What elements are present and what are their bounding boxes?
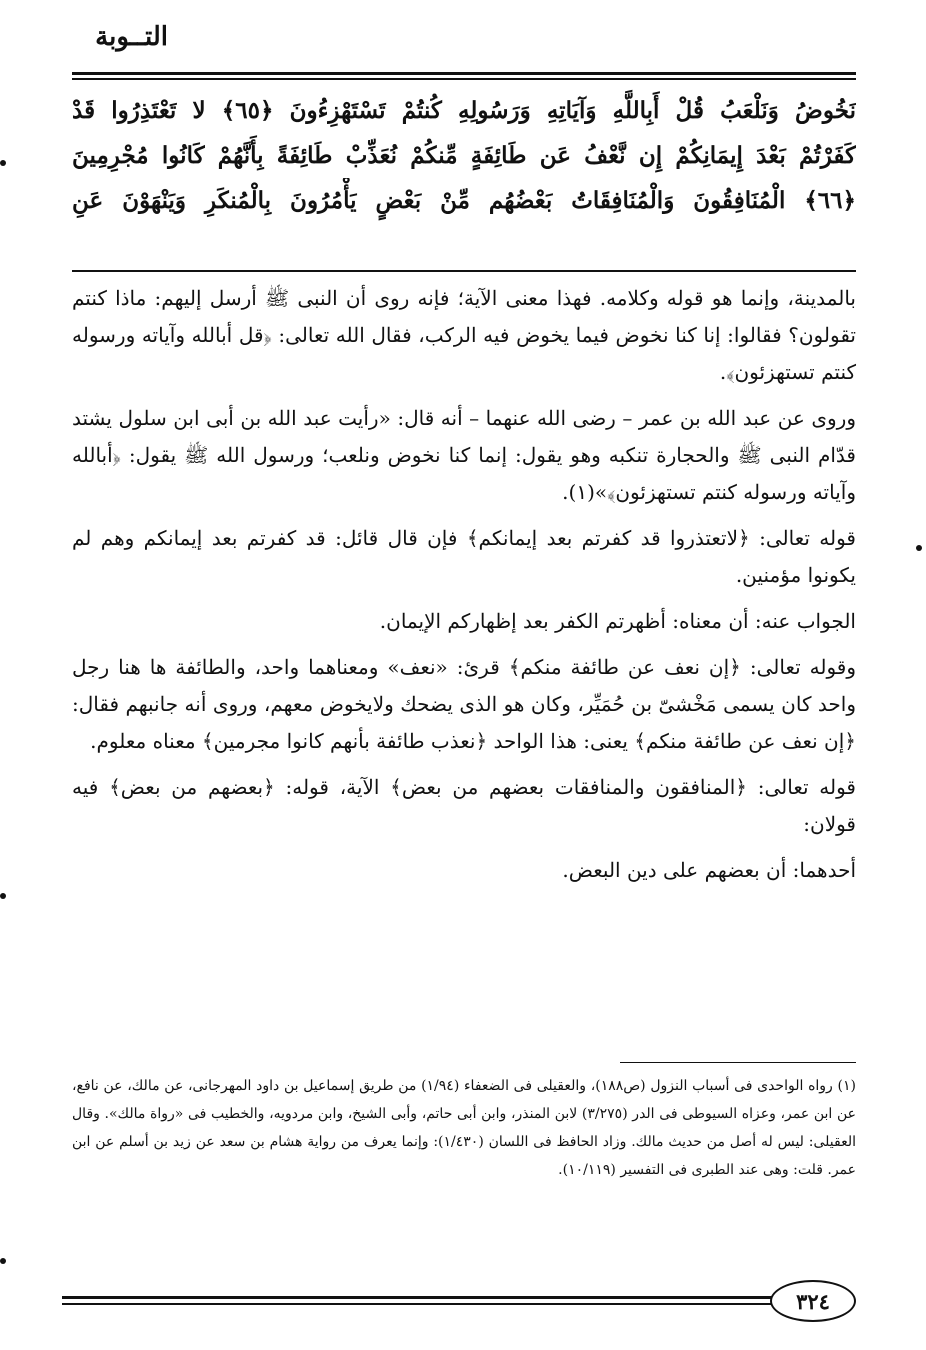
verse-line: كَفَرْتُمْ بَعْدَ إِيمَانِكُمْ إِن نَّعْفُ عَن طَائِفَةٍ مِّنكُمْ نُعَذِّبْ طَائِفَةً بِأَنَّهُمْ كَانُوا مُجْرِمِينَ xyxy=(72,142,856,169)
commentary-paragraph: وروى عن عبد الله بن عمر – رضى الله عنهما – أنه قال: «رأيت عبد الله بن أبى ابن سلول يشتد قدّام النبى ﷺ والحجارة تنكبه وهو يقول: إنما كنا نخوض ونلعب؛ ورسول الله ﷺ يقول: ﴿أبالله وآياته ورسوله كنتم تستهزئون﴾»(١). xyxy=(72,406,856,504)
commentary-paragraph: وقوله تعالى: ﴿إن نعف عن طائفة منكم﴾ قرئ: «نعف» ومعناهما واحد، والطائفة ها هنا رجل واحد كان يسمى مَخْشىّ بن حُمَيِّر، وكان هو الذى يضحك ولايخوض معهم، وروى أنه جانبهم فقال: ﴿إن نعف عن طائفة منكم﴾ يعنى: هذا الواحد ﴿نعذب طائفة بأنهم كانوا مجرمين﴾ معناه معلوم. xyxy=(72,655,857,753)
footnote-separator xyxy=(620,1062,856,1063)
header-rule-secondary xyxy=(72,78,856,80)
commentary-paragraph: أحدهما: أن بعضهم على دين البعض. xyxy=(562,858,856,882)
page-number: ٣٢٤ xyxy=(796,1288,830,1314)
verse-separator-rule xyxy=(72,270,856,272)
footer-rule xyxy=(62,1296,792,1299)
header-rule xyxy=(72,72,856,75)
commentary-paragraph: قوله تعالى: ﴿لاتعتذروا قد كفرتم بعد إيمانكم﴾ فإن قال قائل: قد كفرتم بعد إيمانكم وهم لم يكونوا مؤمنين. xyxy=(72,526,856,587)
commentary-body xyxy=(72,280,856,898)
quran-verse-block xyxy=(72,88,856,223)
footnotes-block xyxy=(72,1072,856,1184)
footer-rule-secondary xyxy=(62,1303,792,1305)
commentary-paragraph: بالمدينة، وإنما هو قوله وكلامه. فهذا معنى الآية؛ فإنه روى أن النبى ﷺ أرسل إليهم: ماذا كنتم تقولون؟ فقالوا: إنا كنا نخوض فيما يخوض فيه الركب، فقال الله تعالى: ﴿قل أبالله وآياته ورسوله كنتم تستهزئون﴾. xyxy=(72,286,856,384)
verse-line: ﴿٦٦﴾ الْمُنَافِقُونَ وَالْمُنَافِقَاتُ بَعْضُهُم مِّنْ بَعْضٍ يَأْمُرُونَ بِالْمُنكَرِ وَيَنْهَوْنَ عَنِ xyxy=(72,187,856,214)
scan-margin-dot xyxy=(916,545,922,551)
scan-margin-dot xyxy=(0,160,6,166)
scan-margin-dot xyxy=(0,893,6,899)
footnote: (١) رواه الواحدى فى أسباب النزول (ص١٨٨)، والعقيلى فى الضعفاء (١/٩٤) من طريق إسماعيل بن داود المهرجانى، عن مالك، عن نافع، عن ابن عمر، وعزاه السيوطى فى الدر (٣/٢٧٥) لابن المنذر، وابن أبى حاتم، وأبى الشيخ، وابن مردويه، والخطيب فى «رواة مالك». وقال العقيلى: ليس له أصل من حديث مالك. وزاد الحافظ فى اللسان (١/٤٣٠): وإنما يعرف من رواية هشام بن سعد عن زيد بن أسلم عن ابن عمر. قلت: وهى عند الطبرى فى التفسير (١٠/١١٩). xyxy=(72,1078,856,1178)
commentary-paragraph: الجواب عنه: أن معناه: أظهرتم الكفر بعد إظهاركم الإيمان. xyxy=(379,609,856,633)
chapter-header-title: التــوبة xyxy=(95,22,168,52)
page-number-badge xyxy=(770,1280,856,1322)
scan-margin-dot xyxy=(0,1258,6,1264)
verse-line: نَخُوضُ وَنَلْعَبُ قُلْ أَبِاللَّهِ وَآيَاتِهِ وَرَسُولِهِ كُنتُمْ تَسْتَهْزِءُونَ ﴿٦٥﴾ لا تَعْتَذِرُوا قَدْ xyxy=(72,97,856,124)
commentary-paragraph: قوله تعالى: ﴿المنافقون والمنافقات بعضهم من بعض﴾ الآية، قوله: ﴿بعضهم من بعض﴾ فيه قولان: xyxy=(72,775,856,836)
